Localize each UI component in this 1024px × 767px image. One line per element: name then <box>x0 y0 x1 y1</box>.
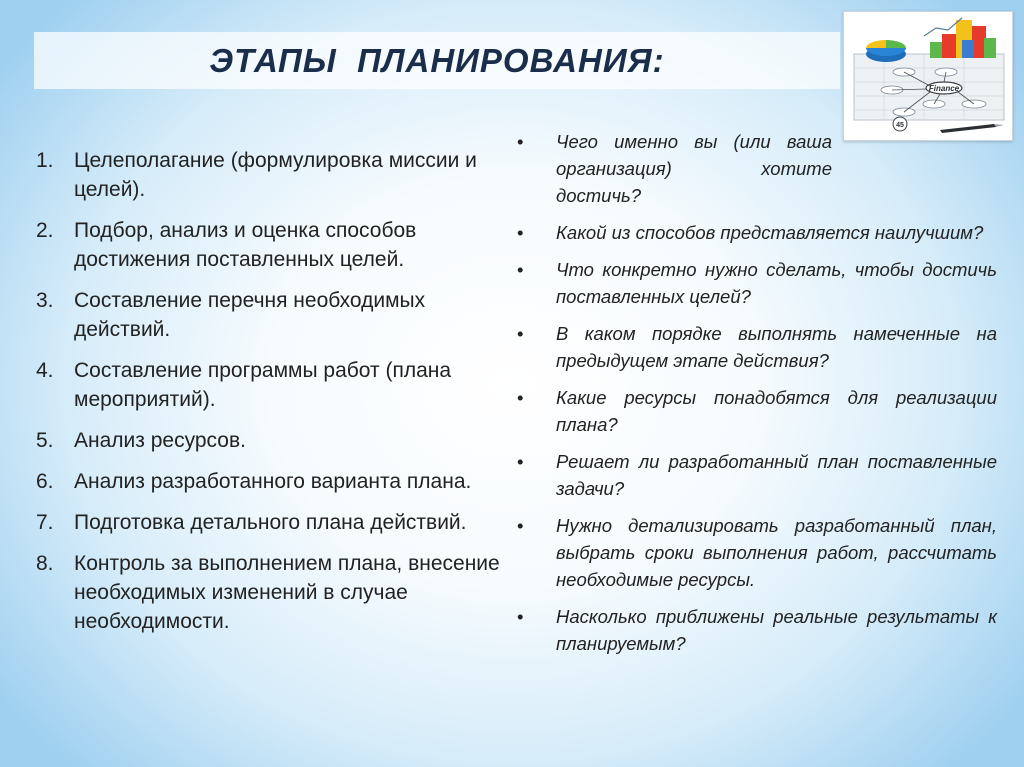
bullet: • <box>517 131 524 152</box>
step-number: 4. <box>36 359 54 382</box>
list-item <box>36 356 506 414</box>
list-item <box>517 128 997 209</box>
question-text: Решает ли разработанный план поставленные задачи? <box>556 451 997 499</box>
step-text: Составление программы работ (плана мероприятий). <box>74 359 452 411</box>
list-item <box>517 512 997 593</box>
title-bar <box>34 32 840 89</box>
planning-illustration <box>843 11 1013 141</box>
question-text: Что конкретно нужно сделать, чтобы достичь поставленных целей? <box>556 259 997 307</box>
question-text: Какие ресурсы понадобятся для реализации плана? <box>556 387 997 435</box>
step-number: 8. <box>36 552 54 575</box>
step-number: 3. <box>36 289 54 312</box>
list-item <box>517 448 997 502</box>
list-item <box>517 603 997 657</box>
list-item <box>517 320 997 374</box>
question-text: Насколько приближены реальные результаты к планируемым? <box>556 606 997 654</box>
bullet: • <box>517 451 524 472</box>
list-item <box>36 216 506 274</box>
step-number: 2. <box>36 219 54 242</box>
step-text: Анализ ресурсов. <box>74 429 246 452</box>
question-text: Какой из способов представляется наилучшим? <box>556 222 984 243</box>
finance-label: Finance <box>928 84 960 93</box>
step-text: Контроль за выполнением плана, внесение необходимых изменений в случае необходимости. <box>74 552 500 633</box>
question-text: В каком порядке выполнять намеченные на предыдущем этапе действия? <box>556 323 997 371</box>
planning-questions-list <box>517 128 997 667</box>
planning-steps-list <box>36 146 506 648</box>
step-text: Целеполагание (формулировка миссии и целей). <box>74 149 477 201</box>
slide-title: ЭТАПЫ ПЛАНИРОВАНИЯ: <box>209 41 665 79</box>
list-item <box>36 146 506 204</box>
planning-illustration-graphic <box>844 12 1012 140</box>
list-item <box>517 219 997 246</box>
bullet: • <box>517 606 524 627</box>
step-text: Подготовка детального плана действий. <box>74 511 467 534</box>
list-item <box>36 467 506 496</box>
step-number: 5. <box>36 429 54 452</box>
step-number: 7. <box>36 511 54 534</box>
step-number: 1. <box>36 149 54 172</box>
list-item <box>517 256 997 310</box>
list-item <box>36 426 506 455</box>
question-text: Чего именно вы (или ваша организация) хотите достичь? <box>556 131 832 206</box>
bullet: • <box>517 222 524 243</box>
bullet: • <box>517 387 524 408</box>
question-text: Нужно детализировать разработанный план, выбрать сроки выполнения работ, рассчитать необходимые ресурсы. <box>556 515 997 590</box>
bullet: • <box>517 259 524 280</box>
bullet: • <box>517 323 524 344</box>
list-item <box>36 286 506 344</box>
list-item <box>36 508 506 537</box>
step-text: Составление перечня необходимых действий. <box>74 289 426 341</box>
step-text: Анализ разработанного варианта плана. <box>74 470 472 493</box>
bullet: • <box>517 515 524 536</box>
list-item <box>36 549 506 636</box>
pie-chart-icon <box>866 40 906 62</box>
number-badge-label: 45 <box>896 122 904 129</box>
step-number: 6. <box>36 470 54 493</box>
step-text: Подбор, анализ и оценка способов достижения поставленных целей. <box>74 219 417 271</box>
list-item <box>517 384 997 438</box>
